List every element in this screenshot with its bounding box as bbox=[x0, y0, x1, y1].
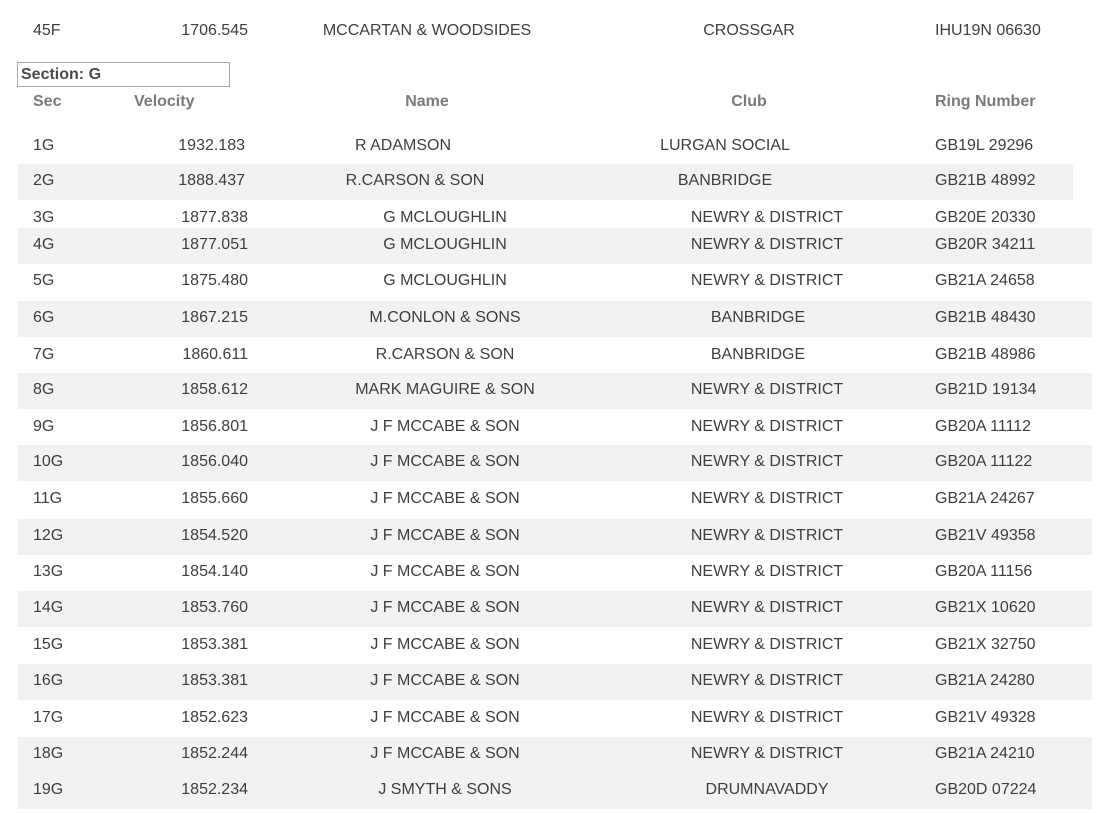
table-row bbox=[18, 410, 1092, 446]
header-sec: Sec bbox=[33, 93, 62, 110]
club-cell: NEWRY & DISTRICT bbox=[690, 209, 844, 226]
table-row bbox=[18, 301, 1092, 337]
sec-cell: 18G bbox=[33, 745, 64, 762]
sec-cell: 10G bbox=[33, 453, 64, 470]
velocity-cell: 1706.545 bbox=[181, 22, 248, 39]
velocity-cell: 1852.234 bbox=[181, 781, 248, 798]
name-cell: J F MCCABE & SON bbox=[370, 599, 520, 616]
club-cell: NEWRY & DISTRICT bbox=[690, 599, 844, 616]
name-cell: G MCLOUGHLIN bbox=[383, 236, 507, 253]
velocity-cell: 1852.244 bbox=[181, 745, 248, 762]
velocity-cell: 1854.140 bbox=[181, 563, 248, 580]
club-cell: LURGAN SOCIAL bbox=[660, 137, 790, 154]
club-cell: NEWRY & DISTRICT bbox=[690, 636, 844, 653]
table-row bbox=[18, 338, 1092, 374]
ring-cell: GB20A 11112 bbox=[935, 418, 1032, 435]
sec-cell: 13G bbox=[33, 563, 64, 580]
table-row bbox=[18, 164, 1073, 200]
name-cell: J F MCCABE & SON bbox=[370, 527, 520, 544]
table-row bbox=[18, 664, 1092, 700]
club-cell: BANBRIDGE bbox=[677, 172, 773, 189]
table-row bbox=[18, 591, 1092, 627]
velocity-cell: 1853.760 bbox=[181, 599, 248, 616]
previous-section-row bbox=[18, 20, 1092, 56]
table-row bbox=[18, 445, 1092, 481]
club-cell: NEWRY & DISTRICT bbox=[690, 272, 844, 289]
header-club: Club bbox=[731, 93, 767, 110]
sec-cell: 1G bbox=[33, 137, 55, 154]
name-cell: J F MCCABE & SON bbox=[370, 563, 520, 580]
table-row bbox=[18, 628, 1092, 664]
name-cell: J F MCCABE & SON bbox=[370, 490, 520, 507]
table-row bbox=[18, 264, 1092, 300]
club-cell: NEWRY & DISTRICT bbox=[690, 527, 844, 544]
sec-cell: 9G bbox=[33, 418, 55, 435]
table-row bbox=[18, 129, 1092, 165]
name-cell: M.CONLON & SONS bbox=[369, 309, 521, 326]
ring-cell: IHU19N 06630 bbox=[935, 22, 1041, 39]
velocity-cell: 1854.520 bbox=[181, 527, 248, 544]
velocity-cell: 1853.381 bbox=[181, 636, 248, 653]
ring-cell: GB20A 11122 bbox=[935, 453, 1033, 470]
ring-cell: GB21X 10620 bbox=[935, 599, 1036, 616]
sec-cell: 17G bbox=[33, 709, 64, 726]
club-cell: NEWRY & DISTRICT bbox=[690, 709, 844, 726]
club-cell: NEWRY & DISTRICT bbox=[690, 236, 844, 253]
club-cell: NEWRY & DISTRICT bbox=[690, 381, 844, 398]
name-cell: R ADAMSON bbox=[354, 137, 452, 154]
club-cell: NEWRY & DISTRICT bbox=[690, 418, 844, 435]
ring-cell: GB21V 49328 bbox=[935, 709, 1036, 726]
sec-cell: 15G bbox=[33, 636, 64, 653]
ring-cell: GB21B 48986 bbox=[935, 346, 1036, 363]
table-row bbox=[18, 228, 1092, 264]
sec-cell: 19G bbox=[33, 781, 64, 798]
header-name: Name bbox=[405, 93, 449, 110]
club-cell: NEWRY & DISTRICT bbox=[690, 563, 844, 580]
club-cell: DRUMNAVADDY bbox=[705, 781, 829, 798]
velocity-cell: 1858.612 bbox=[181, 381, 248, 398]
table-row bbox=[18, 773, 1092, 809]
club-cell: CROSSGAR bbox=[703, 22, 795, 39]
velocity-cell: 1853.381 bbox=[181, 672, 248, 689]
club-cell: NEWRY & DISTRICT bbox=[690, 672, 844, 689]
table-row bbox=[18, 701, 1092, 737]
ring-cell: GB21A 24267 bbox=[935, 490, 1035, 507]
table-header bbox=[18, 91, 1092, 127]
ring-cell: GB21B 48430 bbox=[935, 309, 1036, 326]
velocity-cell: 1856.801 bbox=[181, 418, 248, 435]
table-row bbox=[18, 373, 1092, 409]
ring-cell: GB20E 20330 bbox=[935, 209, 1036, 226]
sec-cell: 4G bbox=[33, 236, 55, 253]
club-cell: NEWRY & DISTRICT bbox=[690, 490, 844, 507]
velocity-cell: 1875.480 bbox=[181, 272, 248, 289]
ring-cell: GB21V 49358 bbox=[935, 527, 1036, 544]
ring-cell: GB20A 11156 bbox=[935, 563, 1033, 580]
ring-cell: GB21A 24658 bbox=[935, 272, 1035, 289]
velocity-cell: 1877.051 bbox=[181, 236, 248, 253]
ring-cell: GB20R 34211 bbox=[935, 236, 1036, 253]
ring-cell: GB19L 29296 bbox=[935, 137, 1034, 154]
name-cell: J F MCCABE & SON bbox=[370, 709, 520, 726]
table-row bbox=[18, 519, 1092, 555]
club-cell: BANBRIDGE bbox=[710, 309, 806, 326]
sec-cell: 8G bbox=[33, 381, 55, 398]
sec-cell: 6G bbox=[33, 309, 55, 326]
sec-cell: 7G bbox=[33, 346, 55, 363]
name-cell: J F MCCABE & SON bbox=[370, 418, 520, 435]
ring-cell: GB21A 24210 bbox=[935, 745, 1035, 762]
name-cell: G MCLOUGHLIN bbox=[383, 272, 507, 289]
club-cell: NEWRY & DISTRICT bbox=[690, 745, 844, 762]
table-row bbox=[18, 555, 1092, 591]
velocity-cell: 1855.660 bbox=[181, 490, 248, 507]
name-cell: MCCARTAN & WOODSIDES bbox=[322, 22, 532, 39]
ring-cell: GB21D 19134 bbox=[935, 381, 1037, 398]
table-row bbox=[18, 482, 1092, 518]
sec-cell: 12G bbox=[33, 527, 64, 544]
ring-cell: GB21A 24280 bbox=[935, 672, 1035, 689]
name-cell: J F MCCABE & SON bbox=[370, 672, 520, 689]
velocity-cell: 1867.215 bbox=[181, 309, 248, 326]
header-ring-number: Ring Number bbox=[935, 93, 1036, 110]
name-cell: J F MCCABE & SON bbox=[370, 636, 520, 653]
name-cell: R.CARSON & SON bbox=[375, 346, 515, 363]
velocity-cell: 1860.611 bbox=[182, 346, 248, 363]
name-cell: R.CARSON & SON bbox=[345, 172, 485, 189]
header-velocity: Velocity bbox=[134, 93, 195, 110]
sec-cell: 11G bbox=[33, 490, 63, 507]
name-cell: J F MCCABE & SON bbox=[370, 453, 520, 470]
ring-cell: GB20D 07224 bbox=[935, 781, 1037, 798]
section-heading: Section: G bbox=[17, 62, 230, 87]
sec-cell: 45F bbox=[33, 22, 61, 39]
name-cell: G MCLOUGHLIN bbox=[383, 209, 507, 226]
table-row bbox=[18, 737, 1092, 773]
sec-cell: 5G bbox=[33, 272, 55, 289]
velocity-cell: 1856.040 bbox=[181, 453, 248, 470]
velocity-cell: 1852.623 bbox=[181, 709, 248, 726]
velocity-cell: 1888.437 bbox=[178, 172, 245, 189]
ring-cell: GB21X 32750 bbox=[935, 636, 1036, 653]
name-cell: J SMYTH & SONS bbox=[378, 781, 512, 798]
sec-cell: 2G bbox=[33, 172, 55, 189]
name-cell: MARK MAGUIRE & SON bbox=[355, 381, 535, 398]
name-cell: J F MCCABE & SON bbox=[370, 745, 520, 762]
velocity-cell: 1932.183 bbox=[178, 137, 245, 154]
ring-cell: GB21B 48992 bbox=[935, 172, 1036, 189]
sec-cell: 3G bbox=[33, 209, 55, 226]
club-cell: NEWRY & DISTRICT bbox=[690, 453, 844, 470]
velocity-cell: 1877.838 bbox=[181, 209, 248, 226]
sec-cell: 14G bbox=[33, 599, 64, 616]
club-cell: BANBRIDGE bbox=[710, 346, 806, 363]
sec-cell: 16G bbox=[33, 672, 64, 689]
